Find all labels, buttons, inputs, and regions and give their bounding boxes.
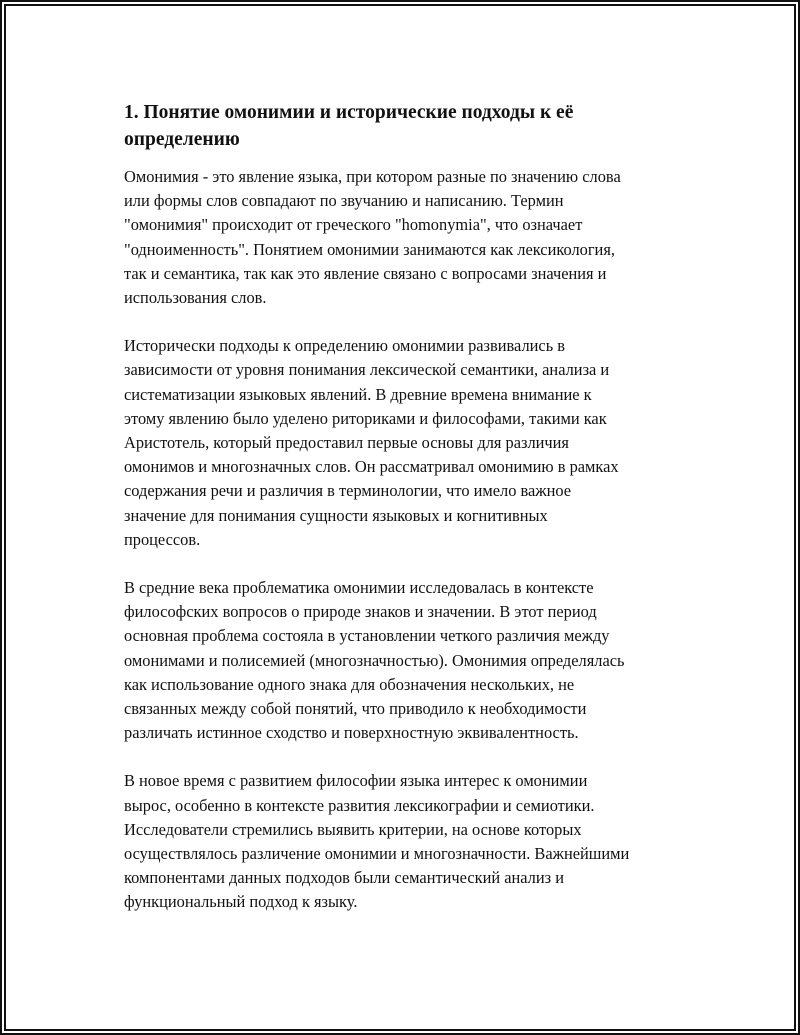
document-body [124, 99, 694, 915]
paragraph-4: В новое время с развитием философии языка интерес к омонимии вырос, особенно в контексте развития лексикографии и семиотики. Исследователи стремились выявить критерии, на основе которых осуществлялось различение омонимии и многозначности. Важнейшими компонентами данных подходов были семантический анализ и функциональный подход к языку. [124, 771, 630, 912]
paragraph-1: Омонимия - это явление языка, при котором разные по значению слова или формы слов совпадают по звучанию и написанию. Термин "омонимия" происходит от греческого "homonymia", что означает "одноименность". Понятием омонимии занимаются как лексикология, так и семантика, так как это явление связано с вопросами значения и использования слов. [124, 167, 621, 308]
paragraph-3: В средние века проблематика омонимии исследовалась в контексте философских вопросов о природе знаков и значении. В этот период основная проблема состояла в установлении четкого различия между омонимами и полисемией (многозначностью). Омонимия определялась как использование одного знака для обозначения нескольких, не связанных между собой понятий, что приводило к необходимости различать истинное сходство и поверхностную эквивалентность. [124, 578, 625, 743]
paragraph-2: Исторически подходы к определению омонимии развивались в зависимости от уровня понимания лексической семантики, анализа и систематизации языковых явлений. В древние времена внимание к этому явлению было уделено риториками и философами, такими как Аристотель, который предоставил первые основы для различия омонимов и многозначных слов. Он рассматривал омонимию в рамках содержания речи и различия в терминологии, что имело важное значение для понимания сущности языковых и когнитивных процессов. [124, 336, 619, 549]
section-heading: 1. Понятие омонимии и исторические подходы к её определению [124, 102, 574, 150]
